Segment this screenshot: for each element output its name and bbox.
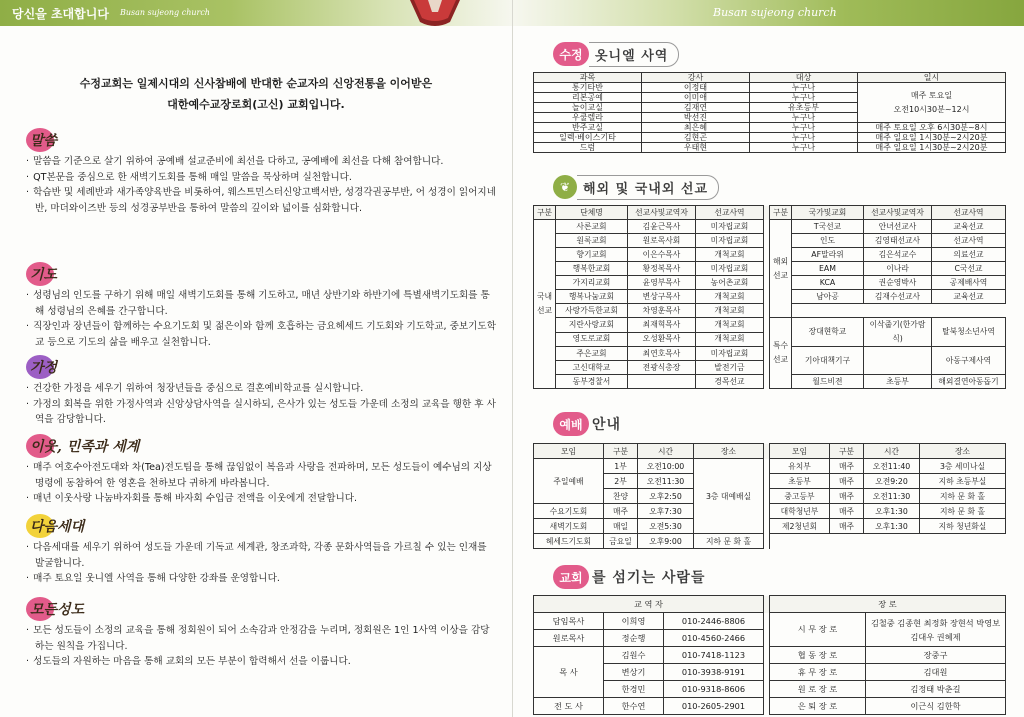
clergy-role: 목 사 (534, 647, 604, 698)
intro-line-2: 대한예수교장로회(고신) 교회입니다. (167, 98, 345, 111)
clergy-name: 변상기 (604, 664, 664, 681)
worship-other-part: 매주 (604, 504, 638, 519)
worship-dept-name: 유치부 (770, 459, 830, 474)
elder-role: 원 로 장 로 (770, 681, 866, 698)
program-schedule-main (858, 83, 1006, 123)
worship-dept-place: 지하 초등부실 (920, 474, 1006, 489)
mission-work-2: 교육선교 (932, 220, 1006, 234)
program-subject: 놀이교실 (534, 103, 642, 113)
elder-role: 휴 무 장 로 (770, 664, 866, 681)
table-row (534, 519, 1006, 534)
program-col-teacher: 강사 (642, 73, 750, 83)
mission-country: 인도 (792, 234, 864, 248)
clergy-role: 전 도 사 (534, 698, 604, 715)
program-teacher: 김재연 (642, 103, 750, 113)
right-header-title: Busan sujeong church (713, 6, 837, 19)
left-header-bar (0, 0, 512, 26)
right-page (512, 0, 1024, 717)
elder-role: 시 무 장 로 (770, 613, 866, 647)
mission-special-label: 특수선교 (770, 318, 792, 389)
elder-names: 김정태 박춘길 (866, 681, 1006, 698)
section-word-title: 말씀 (30, 133, 58, 149)
worship-other-time: 오전5:30 (638, 519, 694, 534)
worship-col: 구분 (604, 444, 638, 459)
program-col-schedule: 일시 (858, 73, 1006, 83)
elder-role: 은 퇴 장 로 (770, 698, 866, 715)
mission-special-minister (864, 347, 932, 375)
worship-main-part: 2부 (604, 474, 638, 489)
mission-minister: 이은수목사 (628, 248, 696, 262)
clergy-heading-badge: 교회 (553, 565, 589, 589)
elder-names: 김철중 김종현 최정화 장현석 박영보 김대우 권혜제 (866, 613, 1006, 647)
table-row (534, 133, 1006, 143)
worship-other-name: 헤세드기도회 (534, 534, 604, 549)
section-prayer-title: 기도 (30, 267, 58, 283)
worship-main-time: 오전11:30 (638, 474, 694, 489)
worship-dept-place: 지하 문 화 홀 (920, 489, 1006, 504)
worship-table (533, 443, 1006, 549)
clergy-role: 원로목사 (534, 630, 604, 647)
worship-col: 장소 (694, 444, 764, 459)
mission-work: 미자립교회 (696, 262, 764, 276)
clergy-name: 정순행 (604, 630, 664, 647)
section-family-item: · 가정의 회복을 위한 가정사역과 신앙상담사역을 실시하되, 은사가 있는 성도들 가운데 소정의 교육을 행한 후 사역을 감당합니다. (26, 397, 496, 428)
worship-main-place: 3층 대예배실 (694, 459, 764, 534)
section-all-members (26, 597, 496, 670)
mission-col-minister: 선교사및교역자 (628, 206, 696, 220)
elder-role: 협 동 장 로 (770, 647, 866, 664)
worship-heading-text: 안내 (592, 417, 622, 433)
program-teacher: 이미애 (642, 93, 750, 103)
mission-special-work: 아동구제사역 (932, 347, 1006, 375)
mission-col-organization: 단체명 (556, 206, 628, 220)
mission-heading (553, 175, 719, 199)
program-schedule: 매주 일요일 1시30분~2시20분 (858, 133, 1006, 143)
clergy-heading (553, 565, 705, 589)
mission-minister-2: 권순영박사 (864, 276, 932, 290)
section-next-generation-list (26, 540, 496, 587)
clergy-heading-text: 를 섬기는 사람들 (592, 570, 706, 586)
mission-special-org: 장대현학교 (792, 318, 864, 347)
program-teacher: 우태현 (642, 143, 750, 153)
section-neighbors (26, 434, 496, 507)
section-prayer-item: · 성령님의 인도를 구하기 위해 매일 새벽기도회를 통해 기도하고, 매년 상반기와 하반기에 특별새벽기도회를 통해 성령님의 은혜를 간구합니다. (26, 288, 496, 319)
section-next-generation-title: 다음세대 (30, 519, 85, 535)
table-row (534, 459, 1006, 474)
worship-col: 모임 (770, 444, 830, 459)
program-heading (553, 42, 679, 66)
elder-names: 장중구 (866, 647, 1006, 664)
worship-other-time: 오후7:30 (638, 504, 694, 519)
table-row (534, 504, 1006, 519)
worship-dept-name: 초등부 (770, 474, 830, 489)
worship-other-name: 새벽기도회 (534, 519, 604, 534)
section-word-item: · QT본문을 중심으로 한 새벽기도회를 통해 매일 말씀을 묵상하며 실천합니다. (26, 170, 496, 186)
mission-col-country: 국가및교회 (792, 206, 864, 220)
worship-dept-place: 지하 문 화 홀 (920, 504, 1006, 519)
mission-special-org: 월드비젼 (792, 375, 864, 389)
worship-col: 구분 (830, 444, 864, 459)
section-family-item: · 건강한 가정을 세우기 위하여 청장년들을 중심으로 결혼예비학교를 실시합니다. (26, 381, 496, 397)
intro-text (20, 73, 492, 115)
worship-dept-time: 오후1:30 (864, 519, 920, 534)
worship-other-time: 오후9:00 (638, 534, 694, 549)
mission-col-minister-2: 선교사및교역자 (864, 206, 932, 220)
program-heading-text: 옷니엘 사역 (589, 42, 679, 67)
mission-work: 개척교회 (696, 248, 764, 262)
worship-main-time: 오전10:00 (638, 459, 694, 474)
worship-dept-time: 오전11:40 (864, 459, 920, 474)
mission-organization: 향기교회 (556, 248, 628, 262)
worship-dept-part: 매주 (830, 519, 864, 534)
table-row (534, 647, 1006, 664)
worship-dept-place: 3층 세미나실 (920, 459, 1006, 474)
program-subject: 통기타반 (534, 83, 642, 93)
program-col-target: 대상 (750, 73, 858, 83)
table-row (534, 220, 1006, 234)
table-row (534, 143, 1006, 153)
mission-work: 개척교회 (696, 332, 764, 347)
clergy-name: 김원수 (604, 647, 664, 664)
section-family-title: 가정 (30, 360, 58, 376)
program-target: 누구나 (750, 113, 858, 123)
mission-heading-text: 해외 및 국내외 선교 (577, 175, 719, 200)
mission-minister: 황정복목사 (628, 262, 696, 276)
clergy-phone: 010-9318-8606 (664, 681, 764, 698)
mission-minister-2: 이나라 (864, 262, 932, 276)
clergy-col-elders: 장 로 (770, 596, 1006, 613)
section-all-members-list (26, 623, 496, 670)
elder-names: 김대원 (866, 664, 1006, 681)
section-prayer-list (26, 288, 496, 350)
mission-country: KCA (792, 276, 864, 290)
mission-organization: 사랑가득한교회 (556, 304, 628, 318)
worship-main-time: 오후2:50 (638, 489, 694, 504)
elder-names: 이근식 김한학 (866, 698, 1006, 715)
program-schedule: 매주 토요일 오후 6시30분~8시 (858, 123, 1006, 133)
table-row (534, 83, 1006, 93)
program-schedule-time: 오전10시30분~12시 (893, 104, 970, 114)
mission-minister-2: 김재수선교사 (864, 290, 932, 304)
mission-work: 개척교회 (696, 318, 764, 333)
table-row (534, 681, 1006, 698)
clergy-table (533, 595, 1006, 715)
leaf-icon: ❦ (553, 175, 577, 199)
section-neighbors-list (26, 460, 496, 507)
worship-other-place: 지하 문 화 홀 (694, 534, 764, 549)
worship-dept-part: 매주 (830, 504, 864, 519)
section-word-item: · 학습반 및 세례반과 새가족양육반을 비롯하여, 웨스트민스터신앙고백서반, 성경각권공부반, 어 성경이 읽어지네반, 마더와이즈반 등의 성경공부반을 통하여 말씀의 깊이와 넓이를 심화합니다. (26, 185, 496, 216)
mission-special-minister: 초등부 (864, 375, 932, 389)
worship-other-name: 수요기도회 (534, 504, 604, 519)
mission-work-2: 선교사역 (932, 234, 1006, 248)
section-prayer-item: · 직장인과 장년들이 함께하는 수요기도회 및 젊은이와 함께 호흡하는 금요헤세드 기도회와 기도학교, 중보기도학교 등으로 기도의 삶을 배우고 실천합니다. (26, 319, 496, 350)
worship-dept-part: 매주 (830, 459, 864, 474)
worship-col: 모임 (534, 444, 604, 459)
program-teacher: 김현곤 (642, 133, 750, 143)
worship-col: 시간 (638, 444, 694, 459)
mission-organization: 고신대학교 (556, 361, 628, 375)
worship-main-name: 주일예배 (534, 459, 604, 504)
worship-dept-name: 대학청년부 (770, 504, 830, 519)
mission-minister: 차영훈목사 (628, 304, 696, 318)
mission-country: EAM (792, 262, 864, 276)
mission-col-category: 구분 (534, 206, 556, 220)
section-all-members-title: 모든성도 (30, 602, 85, 618)
section-next-generation (26, 514, 496, 587)
mission-minister: 김윤근목사 (628, 220, 696, 234)
left-header-title: 당신을 초대합니다 (12, 7, 109, 21)
mission-work: 경목선교 (696, 375, 764, 389)
worship-dept-time: 오후1:30 (864, 504, 920, 519)
mission-minister: 원로목사회 (628, 234, 696, 248)
worship-dept-name: 중고등부 (770, 489, 830, 504)
section-all-members-item: · 모든 성도들이 소정의 교육을 통해 정회원이 되어 소속감과 안정감을 누리며, 정회원은 1인 1사역 이상을 감당하는 원칙을 가집니다. (26, 623, 496, 654)
program-teacher: 박선진 (642, 113, 750, 123)
mission-organization: 원록교회 (556, 234, 628, 248)
worship-dept-part: 매주 (830, 489, 864, 504)
mission-organization: 동부경찰서 (556, 375, 628, 389)
clergy-name: 이희영 (604, 613, 664, 630)
section-word-item: · 말씀을 기준으로 살기 위하여 공예배 설교준비에 최선을 다하고, 공예배에 최선을 다해 참여합니다. (26, 154, 496, 170)
mission-country: AF말라위 (792, 248, 864, 262)
mission-country: 남아공 (792, 290, 864, 304)
worship-dept-time: 오전11:30 (864, 489, 920, 504)
clergy-name: 한경민 (604, 681, 664, 698)
mission-minister-2: 김영태선교사 (864, 234, 932, 248)
mission-special-work: 해외결연아동돕기 (932, 375, 1006, 389)
mission-organization: 지란사랑교회 (556, 318, 628, 333)
section-prayer (26, 262, 496, 350)
program-target: 누구나 (750, 143, 858, 153)
mission-organization: 사론교회 (556, 220, 628, 234)
mission-special-org: 기아대책기구 (792, 347, 864, 375)
worship-dept-part: 매주 (830, 474, 864, 489)
mission-country: T국선교 (792, 220, 864, 234)
program-subject: 일렉·베이스기타 (534, 133, 642, 143)
intro-line-1: 수정교회는 일제시대의 신사참배에 반대한 순교자의 신앙전통을 이어받은 (79, 77, 433, 90)
right-header-bar (513, 0, 1024, 26)
program-target: 누구나 (750, 123, 858, 133)
mission-organization: 주은교회 (556, 347, 628, 361)
worship-main-part: 찬양 (604, 489, 638, 504)
mission-overseas-label: 해외선교 (770, 220, 792, 318)
left-header-subtitle: Busan sujeong church (120, 8, 210, 17)
mission-organization: 영도로교회 (556, 332, 628, 347)
mission-work-2: C국선교 (932, 262, 1006, 276)
worship-dept-place: 지하 청년화실 (920, 519, 1006, 534)
table-row (534, 489, 1006, 504)
mission-col-work: 선교사역 (696, 206, 764, 220)
mission-minister: 전광식총장 (628, 361, 696, 375)
mission-special-minister: 이삭줍기(한가람식) (864, 318, 932, 347)
mission-work: 미자립교회 (696, 347, 764, 361)
mission-work-2: 공제배사역 (932, 276, 1006, 290)
program-heading-badge: 수정 (553, 42, 589, 66)
section-family (26, 355, 496, 428)
worship-heading (553, 412, 621, 436)
program-subject: 반주교실 (534, 123, 642, 133)
table-row (534, 698, 1006, 715)
section-neighbors-title: 이웃, 민족과 세계 (30, 439, 140, 455)
clergy-name: 한수연 (604, 698, 664, 715)
program-schedule-day: 매주 토요일 (910, 90, 953, 100)
mission-minister: 최연호목사 (628, 347, 696, 361)
mission-minister: 오성환목사 (628, 332, 696, 347)
clergy-phone: 010-3938-9191 (664, 664, 764, 681)
program-target: 누구나 (750, 93, 858, 103)
program-teacher: 최은혜 (642, 123, 750, 133)
program-teacher: 이정태 (642, 83, 750, 93)
mission-col-category-2: 구분 (770, 206, 792, 220)
mission-minister (628, 375, 696, 389)
mission-work: 미자립교회 (696, 220, 764, 234)
program-target: 누구나 (750, 83, 858, 93)
mission-organization: 행복한교회 (556, 262, 628, 276)
mission-special-work: 탈북청소년사역 (932, 318, 1006, 347)
section-neighbors-item: · 매주 여호수아전도대와 차(Tea)전도팀을 통해 끊임없이 복음과 사랑을 전파하며, 모든 성도들이 예수님의 지상명령에 동참하여 한 영혼을 천하보다 귀하게 바라봅니다. (26, 460, 496, 491)
section-word (26, 128, 496, 216)
section-all-members-item: · 성도들의 자원하는 마음을 통해 교회의 모든 부분이 합력해서 선을 이룹니다. (26, 654, 496, 670)
mission-col-work-2: 선교사역 (932, 206, 1006, 220)
section-next-generation-item: · 매주 토요일 웃니엘 사역을 통해 다양한 강좌를 운영합니다. (26, 571, 496, 587)
program-target: 누구나 (750, 133, 858, 143)
section-neighbors-item: · 매년 이웃사랑 나눔바자회를 통해 바자회 수입금 전액을 이웃에게 전달합니다. (26, 491, 496, 507)
clergy-phone: 010-7418-1123 (664, 647, 764, 664)
clergy-phone: 010-4560-2466 (664, 630, 764, 647)
table-row (534, 613, 1006, 630)
mission-organization: 행복나눔교회 (556, 290, 628, 304)
mission-work-2: 교육선교 (932, 290, 1006, 304)
clergy-col-ministers: 교 역 자 (534, 596, 764, 613)
table-row (534, 534, 1006, 549)
worship-dept-name: 제2청년회 (770, 519, 830, 534)
table-row (534, 474, 1006, 489)
worship-main-part: 1부 (604, 459, 638, 474)
mission-work: 개척교회 (696, 304, 764, 318)
table-row (534, 123, 1006, 133)
clergy-phone: 010-2605-2901 (664, 698, 764, 715)
section-word-list (26, 154, 496, 216)
mission-work: 농어촌교회 (696, 276, 764, 290)
worship-other-part: 매일 (604, 519, 638, 534)
program-subject: 우쿨렐라 (534, 113, 642, 123)
mission-work: 미자립교회 (696, 234, 764, 248)
mission-work: 발전기금 (696, 361, 764, 375)
mission-work-2: 의료선교 (932, 248, 1006, 262)
clergy-role: 담임목사 (534, 613, 604, 630)
program-subject: 리본공예 (534, 93, 642, 103)
program-col-subject: 과목 (534, 73, 642, 83)
worship-heading-badge: 예배 (553, 412, 589, 436)
mission-minister: 변상구목사 (628, 290, 696, 304)
worship-dept-time: 오전9:20 (864, 474, 920, 489)
worship-col: 장소 (920, 444, 1006, 459)
mission-minister: 윤영부목사 (628, 276, 696, 290)
worship-other-part: 금요일 (604, 534, 638, 549)
mission-work: 개척교회 (696, 290, 764, 304)
program-schedule: 매주 일요일 1시30분~2시20분 (858, 143, 1006, 153)
table-row (534, 318, 1006, 333)
section-next-generation-item: · 다음세대를 세우기 위하여 성도들 가운데 기독교 세계관, 창조과학, 각종 문화사역들을 가르칠 수 있는 인재를 발굴합니다. (26, 540, 496, 571)
clergy-phone: 010-2446-8806 (664, 613, 764, 630)
section-family-list (26, 381, 496, 428)
mission-organization: 가지리교회 (556, 276, 628, 290)
program-subject: 드럼 (534, 143, 642, 153)
program-target: 유초등부 (750, 103, 858, 113)
mission-minister: 최재혁목사 (628, 318, 696, 333)
gift-heart-icon (400, 0, 470, 26)
mission-table (533, 205, 1006, 389)
mission-minister-2: 김은석교수 (864, 248, 932, 262)
program-table (533, 72, 1006, 153)
mission-domestic-label: 국내선교 (534, 220, 556, 389)
mission-minister-2: 안녀선교사 (864, 220, 932, 234)
worship-col: 시간 (864, 444, 920, 459)
table-row (534, 664, 1006, 681)
